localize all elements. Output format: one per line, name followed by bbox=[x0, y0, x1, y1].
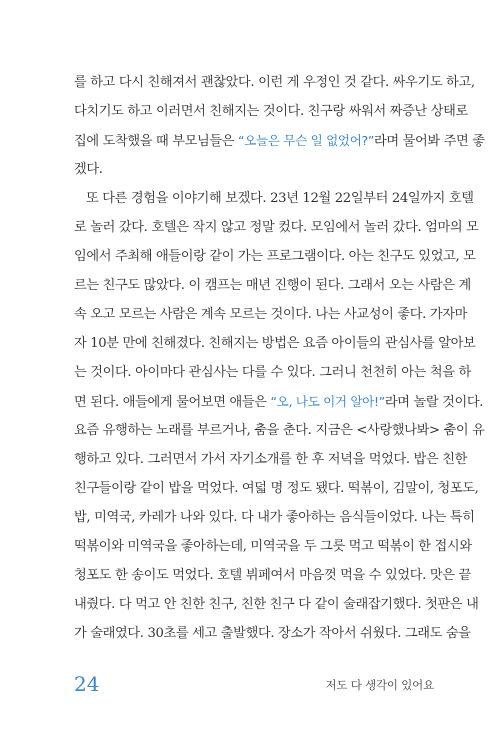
text-line: 자 10분 만에 친해졌다. 친해지는 방법은 요즘 아이들의 관심사를 알아보 bbox=[74, 336, 476, 351]
text-line: 가 술래였다. 30초를 세고 출발했다. 장소가 작아서 쉬웠다. 그래도 숨을 bbox=[74, 626, 471, 641]
text-line: 는 것이다. 아이마다 관심사는 다를 수 있다. 그러니 천천히 아는 척을 하 bbox=[74, 365, 471, 380]
text-line: 친구들이랑 같이 밥을 먹었다. 여덟 명 정도 됐다. 떡볶이, 김말이, 청포도, bbox=[74, 481, 479, 496]
text-line-paragraph-start: 또 다른 경험을 이야기해 보겠다. 23년 12월 22일부터 24일까지 호텔 bbox=[86, 191, 474, 206]
text-line bbox=[74, 128, 485, 154]
page-number: 24 bbox=[74, 672, 100, 696]
page-footer bbox=[74, 672, 434, 702]
text-line bbox=[74, 389, 484, 415]
quoted-speech: “오, 나도 이거 알아!” bbox=[270, 394, 385, 409]
text-line: 청포도 한 송이도 먹었다. 호텔 뷔페여서 마음껏 먹을 수 있었다. 맛은 끝 bbox=[74, 568, 471, 583]
text-segment: 집에 도착했을 때 부모님들은 bbox=[74, 134, 239, 149]
text-line: 겠다. bbox=[74, 162, 103, 177]
text-line: 로 놀러 갔다. 호텔은 작지 않고 정말 컸다. 모임에서 놀러 갔다. 엄마의 모 bbox=[74, 220, 479, 235]
running-title: 저도 다 생각이 있어요 bbox=[325, 678, 434, 692]
text-line: 속 오고 모르는 사람은 계속 모르는 것이다. 나는 사교성이 좋다. 가자마 bbox=[74, 307, 467, 322]
text-line: 임에서 주최해 애들이랑 같이 가는 프로그램이다. 아는 친구도 있었고, 모 bbox=[74, 249, 476, 264]
text-line: 다치기도 하고 이러면서 친해지는 것이다. 친구랑 싸워서 짜증난 상태로 bbox=[74, 104, 468, 119]
quoted-speech: “오늘은 무슨 일 없었어?” bbox=[238, 133, 375, 148]
text-line: 르는 친구도 많았다. 이 캠프는 매년 진행이 된다. 그래서 오는 사람은 계 bbox=[74, 278, 471, 293]
text-line: 를 하고 다시 친해져서 괜찮았다. 이런 게 우정인 것 같다. 싸우기도 하고, bbox=[74, 75, 475, 90]
text-line: 행하고 있다. 그러면서 가서 자기소개를 한 후 저녁을 먹었다. 밥은 친한 bbox=[74, 452, 467, 467]
text-segment: 면 된다. 애들에게 물어보면 애들은 bbox=[74, 395, 271, 410]
text-line: 밥, 미역국, 카레가 나와 있다. 다 내가 좋아하는 음식들이었다. 나는 특히 bbox=[74, 510, 475, 525]
text-line: 요즘 유행하는 노래를 부르거나, 춤을 춘다. 지금은 <사랑했나봐> 춤이 유 bbox=[74, 423, 485, 438]
text-line: 내줬다. 다 먹고 안 친한 친구, 친한 친구 다 같이 술래잡기했다. 첫판은 내 bbox=[74, 597, 479, 612]
text-line: 떡볶이와 미역국을 좋아하는데, 미역국을 두 그릇 먹고 떡볶이 한 접시와 bbox=[74, 539, 472, 554]
text-segment: 라며 놀랄 것이다. bbox=[384, 395, 484, 410]
text-segment: 라며 물어봐 주면 좋 bbox=[374, 134, 485, 149]
